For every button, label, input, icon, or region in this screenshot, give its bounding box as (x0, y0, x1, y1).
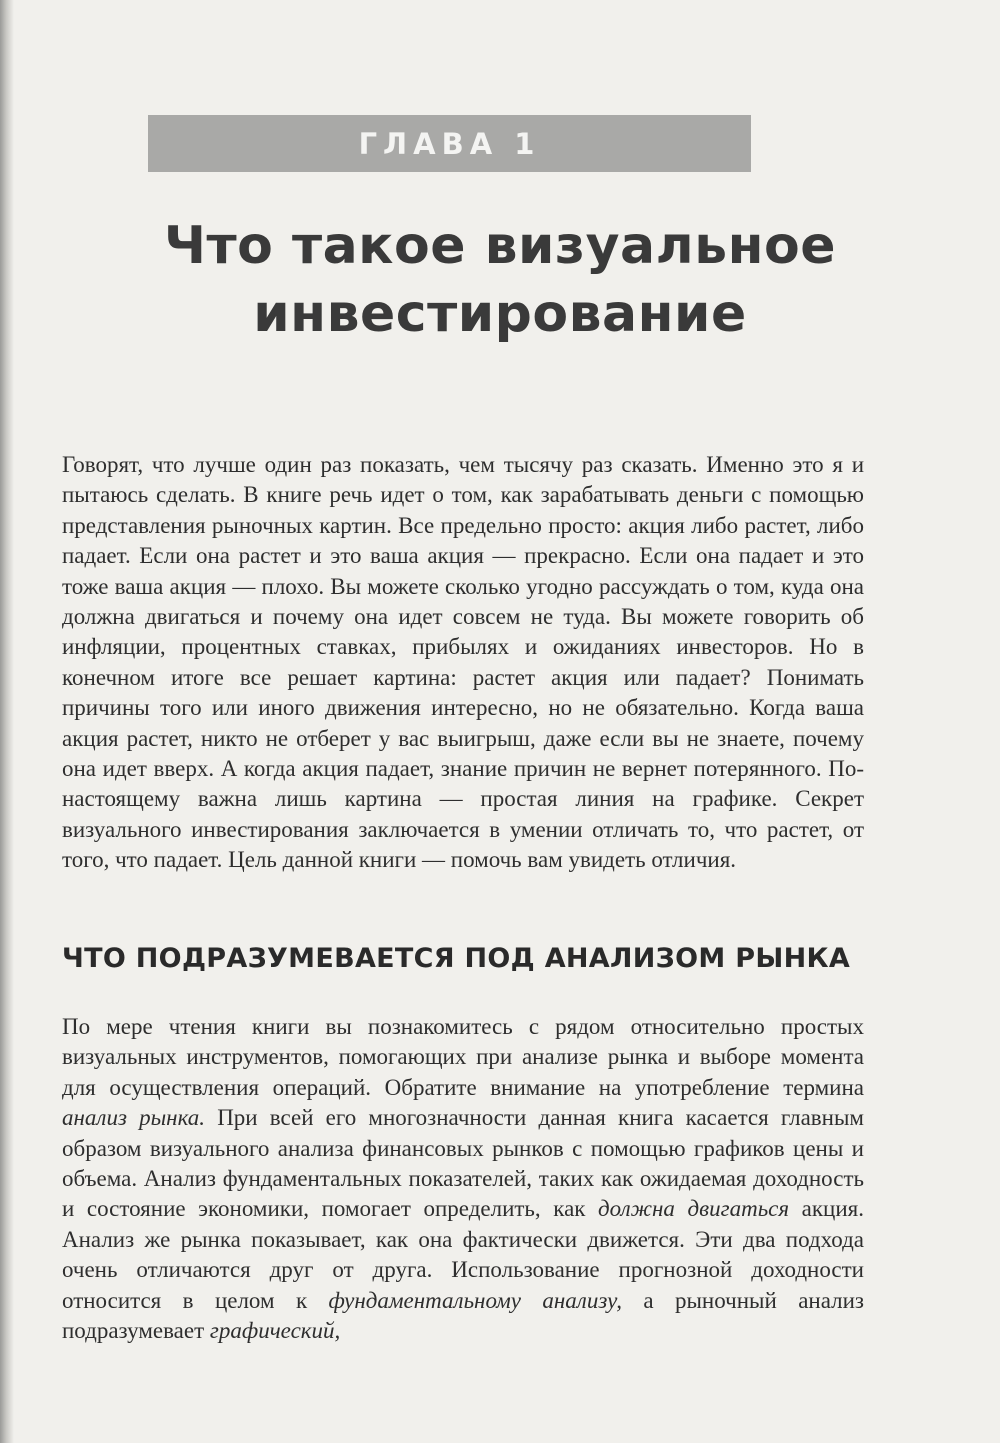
section-text-3: акция. Анализ же рынка показывает, как она фактически движется. Эти два подхода очень отличаются друг от друга. Использование прогнозной доходности относится в целом к (62, 1196, 864, 1313)
section-paragraph (62, 1012, 864, 1346)
chapter-label: ГЛАВА 1 (358, 126, 541, 161)
section-heading: ЧТО ПОДРАЗУМЕВАЕТСЯ ПОД АНАЛИЗОМ РЫНКА (62, 943, 851, 974)
intro-paragraph: Говорят, что лучше один раз показать, чем тысячу раз сказать. Именно это я и пытаюсь сделать. В книге речь идет о том, как зарабатывать деньги с помощью представления рыночных картин. Все предельно просто: акция либо растет, либо падает. Если она растет и это ваша акция — прекрасно. Если она падает и это тоже ваша акция — плохо. Вы можете сколько угодно рассуждать о том, куда она должна двигаться и почему она идет совсем не туда. Вы можете говорить об инфляции, процентных ставках, прибылях и ожиданиях инвесторов. Но в конечном итоге все решает картина: растет акция или падает? Понимать причины того или иного движения интересно, но не обязательно. Когда ваша акция растет, никто не отберет у вас выигрыш, даже если вы не знаете, почему она идет вверх. А когда акция падает, знание причин не вернет потерянного. По-настоящему важна лишь картина — простая линия на графике. Секрет визуального инвестирования заключается в умении отличать то, что растет, от того, что падает. Цель данной книги — помочь вам увидеть отличия. (62, 452, 864, 873)
section-text-2: При всей его многозначности данная книга касается главным образом визуального анализа финансовых рынков с помощью графиков цены и объема. Анализ фундаментальных показателей, таких как ожидаемая доходность и состояние экономики, помогает определить, как (62, 1105, 864, 1222)
chapter-title-line-2: инвестирование (253, 284, 747, 344)
chapter-title (0, 212, 1000, 348)
chapter-title-line-1: Что такое визуальное (163, 216, 837, 276)
term-graphical: графический, (209, 1318, 341, 1344)
section-text-4: а рыночный анализ подразумевает (62, 1287, 864, 1344)
term-market-analysis: анализ рынка. (62, 1105, 206, 1131)
term-should-move: должна двигаться (598, 1196, 790, 1222)
section-text-1: По мере чтения книги вы познакомитесь с рядом относительно простых визуальных инструментов, помогающих при анализе рынка и выборе момента для осуществления операций. Обратите внимание на употребление термина (62, 1014, 864, 1100)
chapter-banner (148, 115, 751, 172)
term-fundamental-analysis: фундаментальному анализу, (328, 1287, 622, 1313)
